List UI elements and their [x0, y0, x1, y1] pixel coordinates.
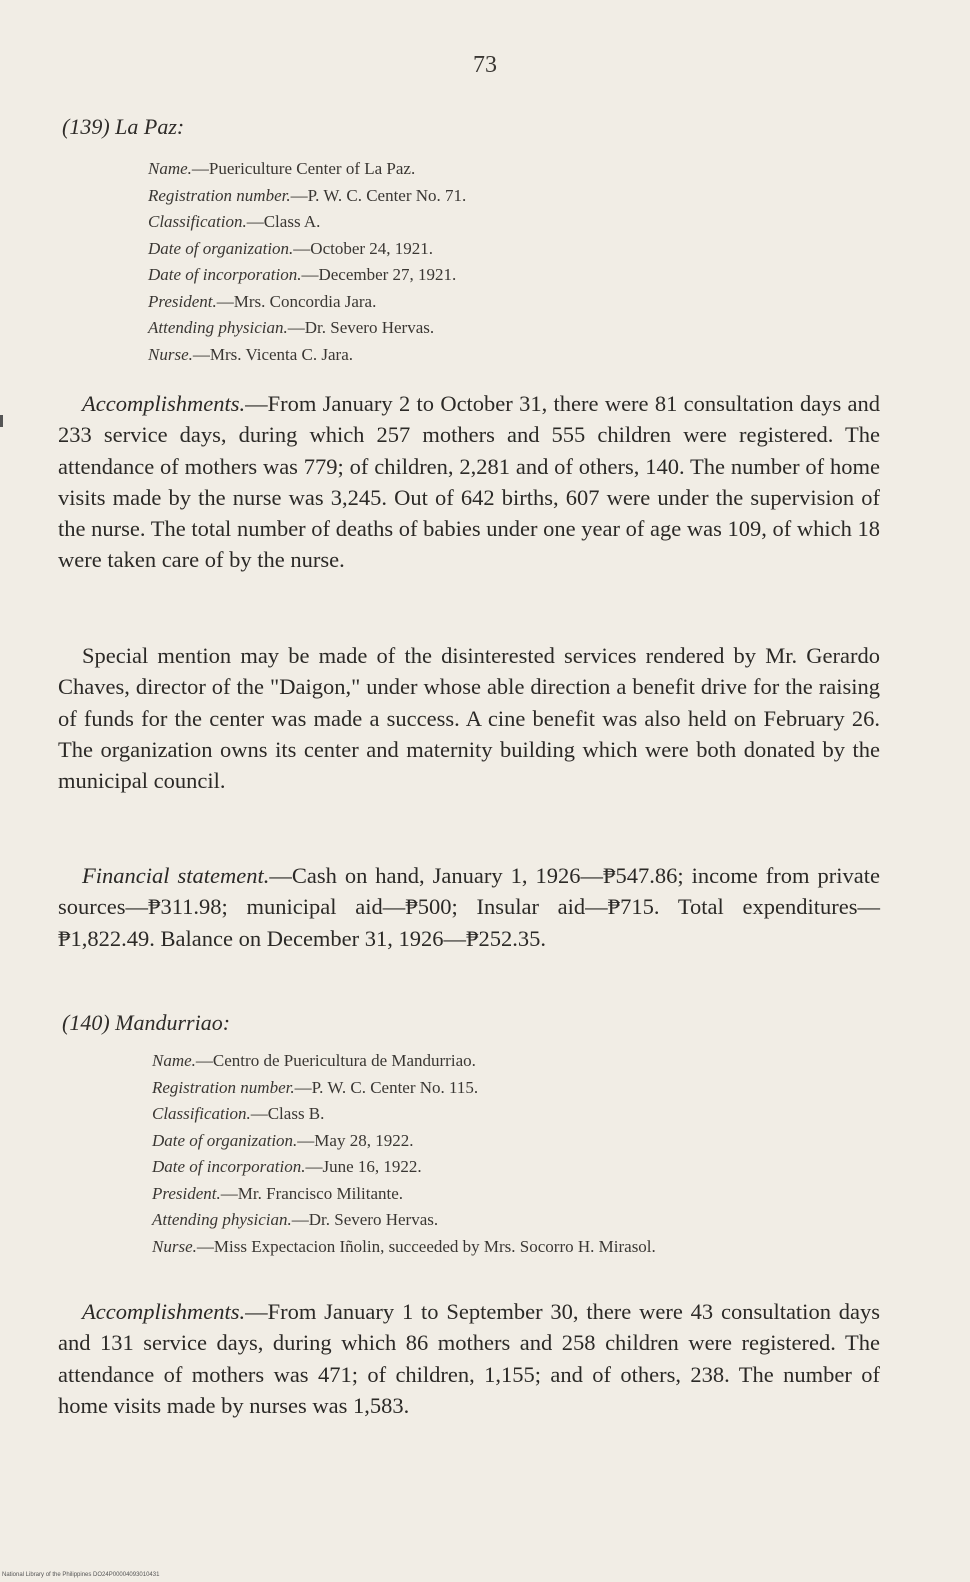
info-nurse [148, 342, 908, 369]
info-label: President. [148, 291, 217, 311]
info-label: Date of incorporation. [148, 265, 302, 284]
info-date-of-incorporation [152, 1154, 882, 1181]
info-nurse [152, 1234, 882, 1261]
info-label: Classification. [148, 212, 247, 231]
info-label: Name. [148, 159, 192, 178]
special-mention-paragraph [58, 640, 880, 796]
info-value: —Mr. Francisco Militante. [220, 1183, 404, 1203]
financial-statement-paragraph [58, 860, 880, 954]
info-label: Nurse. [148, 344, 193, 364]
info-value: —P. W. C. Center No. 115. [294, 1077, 479, 1097]
info-classification [148, 209, 908, 236]
info-president [152, 1181, 882, 1208]
info-value: —May 28, 1922. [297, 1130, 414, 1150]
section-heading-la-paz [62, 114, 184, 140]
paragraph-lead: Accomplishments. [82, 391, 246, 416]
paragraph-body: —Cash on hand, January 1, 1926—₱547.86; income from private sources—₱311.98; municipal aid—₱500; Insular aid—₱715. Total expenditures—₱1,822.49. Balance on December 31, 1926—₱252.35. [58, 863, 880, 951]
info-value: —Dr. Severo Hervas. [287, 318, 435, 337]
info-list-la-paz [148, 156, 908, 368]
info-date-of-organization [152, 1128, 882, 1155]
section-place: La Paz: [115, 114, 185, 139]
info-value: —Puericulture Center of La Paz. [191, 159, 416, 178]
paragraph-lead: Financial statement. [82, 863, 270, 888]
info-attending-physician [148, 315, 908, 342]
info-value: —Class A. [246, 212, 321, 231]
paragraph-lead: Accomplishments. [82, 1299, 246, 1324]
info-value: —P. W. C. Center No. 71. [290, 185, 467, 205]
info-value: —June 16, 1922. [305, 1157, 422, 1176]
info-label: Date of organization. [152, 1130, 298, 1150]
info-label: President. [152, 1183, 221, 1203]
info-classification [152, 1101, 882, 1128]
info-value: —October 24, 1921. [293, 238, 434, 258]
accomplishments-paragraph-mandurriao [58, 1296, 880, 1421]
info-registration-number [148, 183, 908, 210]
info-value: —Dr. Severo Hervas. [291, 1210, 439, 1229]
info-label: Date of incorporation. [152, 1157, 306, 1176]
info-president [148, 289, 908, 316]
info-registration-number [152, 1075, 882, 1102]
section-number: (140) [62, 1010, 110, 1035]
info-label: Registration number. [148, 185, 291, 205]
info-name [152, 1048, 882, 1075]
info-label: Classification. [152, 1104, 251, 1123]
accomplishments-paragraph-la-paz [58, 388, 880, 576]
info-label: Registration number. [152, 1077, 295, 1097]
margin-mark [0, 415, 3, 427]
info-date-of-organization [148, 236, 908, 263]
info-name [148, 156, 908, 183]
section-place: Mandurriao: [115, 1010, 231, 1035]
info-date-of-incorporation [148, 262, 908, 289]
info-value: —Mrs. Concordia Jara. [216, 291, 377, 311]
section-number: (139) [62, 114, 110, 139]
info-attending-physician [152, 1207, 882, 1234]
info-value: —Miss Expectacion Iñolin, succeeded by Mrs. Socorro H. Mirasol. [196, 1236, 656, 1256]
info-label: Name. [152, 1051, 196, 1070]
info-label: Date of organization. [148, 238, 294, 258]
info-value: —Mrs. Vicenta C. Jara. [192, 344, 354, 364]
paragraph-body: —From January 2 to October 31, there were 81 consultation days and 233 service days, during which 257 mothers and 555 children were registered. The attendance of mothers was 779; of children, 2,281 and of others, 140. The number of home visits made by the nurse was 3,245. Out of 642 births, 607 were under the supervision of the nurse. The total number of deaths of babies under one year of age was 109, of which 18 were taken care of by the nurse. [58, 391, 880, 573]
page-number: 73 [473, 52, 497, 78]
info-value: —Centro de Puericultura de Mandurriao. [195, 1051, 476, 1070]
info-value: —December 27, 1921. [301, 265, 457, 284]
paragraph-body: —From January 1 to September 30, there were 43 consultation days and 131 service days, during which 86 mothers and 258 children were registered. The attendance of mothers was 471; of children, 1,155; and of others, 238. The number of home visits made by nurses was 1,583. [58, 1299, 880, 1418]
info-label: Attending physician. [148, 318, 288, 337]
scan-footer: National Library of the Philippines DO24P00004093010431 [2, 1572, 160, 1578]
info-label: Attending physician. [152, 1210, 292, 1229]
paragraph-body: Special mention may be made of the disinterested services rendered by Mr. Gerardo Chaves, director of the "Daigon," under whose able direction a benefit drive for the raising of funds for the center was made a success. A cine benefit was also held on February 26. The organization owns its center and maternity building which were both donated by the municipal council. [58, 643, 880, 794]
info-value: —Class B. [250, 1104, 325, 1123]
info-label: Nurse. [152, 1236, 197, 1256]
section-heading-mandurriao [62, 1010, 230, 1036]
info-list-mandurriao [152, 1048, 882, 1260]
